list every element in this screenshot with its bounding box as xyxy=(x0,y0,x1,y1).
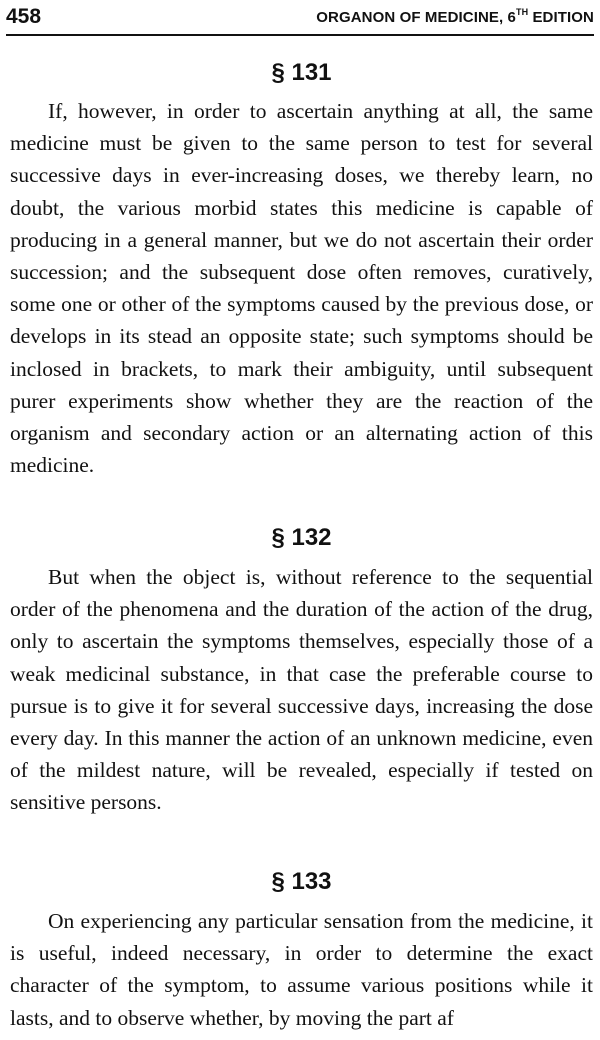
page-number: 458 xyxy=(6,5,42,28)
section-paragraph: But when the object is, without reference to the sequential order of the phenomena and the duration of the action of the drug, only to ascertain the symptoms themselves, especially those of a weak medicinal substance, in that case the preferable course to pursue is to give it for several successive days, increasing the dose every day. In this manner the action of an unknown medicine, even of the mildest nature, will be revealed, especially if tested on sensitive persons. xyxy=(10,565,593,815)
section-heading: § 132 xyxy=(271,524,332,551)
section-132 xyxy=(10,524,593,819)
section-paragraph: If, however, in order to ascertain anything at all, the same medicine must be given to the same person to test for several successive days in ever-increasing doses, we thereby learn, no doubt, the various morbid states this medicine is capable of producing in a general manner, but we do not ascertain their order succession; and the subsequent dose often removes, curatively, some one or other of the symptoms caused by the previous dose, or develops in its stead an opposite state; such symptoms should be inclosed in brackets, to mark their ambiguity, until subsequent purer experiments show whether they are the reaction of the organism and secondary action or an alternating action of this medicine. xyxy=(10,99,593,478)
section-paragraph: On experiencing any particular sensation from the medicine, it is useful, indeed necessary, in order to determine the exact character of the symptom, to assume various positions while it lasts, and to observe whether, by moving the part af xyxy=(10,909,593,1030)
section-133 xyxy=(10,868,593,1034)
book-title: ORGANON OF MEDICINE, 6 xyxy=(316,9,516,26)
section-heading: § 131 xyxy=(271,59,332,86)
section-heading: § 133 xyxy=(271,868,332,895)
edition-superscript: TH xyxy=(515,7,529,17)
section-131 xyxy=(10,59,593,481)
edition-word: EDITION xyxy=(528,9,594,26)
running-title xyxy=(316,8,594,28)
running-header xyxy=(6,4,594,36)
